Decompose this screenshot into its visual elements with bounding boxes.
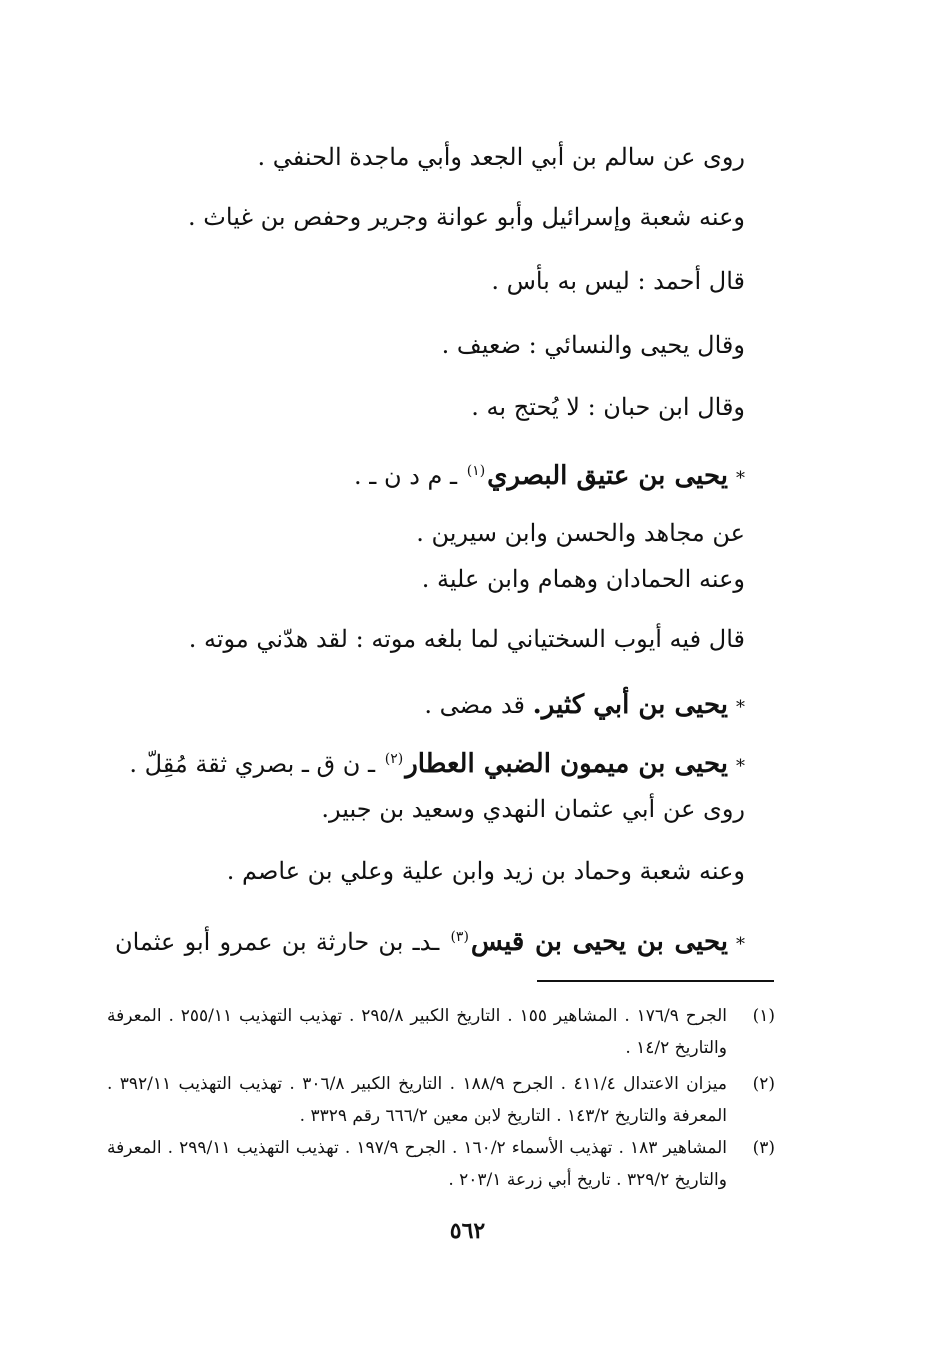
footnote-number: (٣) [752, 1138, 775, 1158]
entry-bullet: * [736, 756, 745, 777]
footnote-text: الجرح ١٧٦/٩ . المشاهير ١٥٥ . التاريخ الكبير ٢٩٥/٨ . تهذيب التهذيب ٢٥٥/١١ . المعرفة والتاريخ ١٤/٢ . [107, 1006, 728, 1058]
body-line-3: قال أحمد : ليس به بأس . [491, 267, 745, 295]
body-line-1: روى عن سالم بن أبي الجعد وأبي ماجدة الحنفي . [257, 143, 745, 171]
entry-rest: ـ م د ن ـ . [354, 462, 458, 490]
body-line-6: عن مجاهد والحسن وابن سيرين . [416, 519, 745, 547]
body-line-10: وعنه شعبة وحماد بن زيد وابن علية وعلي بن عاصم . [226, 857, 745, 885]
entry-name: يحيى بن عتيق البصري [487, 461, 728, 491]
body-line-9: روى عن أبي عثمان النهدي وسعيد بن جبير. [321, 795, 745, 823]
body-line-5: وقال ابن حبان : لا يُحتج به . [471, 393, 745, 421]
entry-rest: ـ ن ق ـ بصري ثقة مُقِلّ . [129, 750, 376, 778]
footnote-text: المشاهير ١٨٣ . تهذيب الأسماء ١٦٠/٢ . الجرح ١٩٧/٩ . تهذيب التهذيب ٢٩٩/١١ . المعرفة والتاريخ ٣٢٩/٢ . تاريخ أبي زرعة ٢٠٣/١ . [107, 1138, 727, 1190]
footnote-1 [107, 1000, 775, 1064]
body-line-2: وعنه شعبة وإسرائيل وأبو عوانة وجرير وحفص بن غياث . [188, 203, 745, 231]
footnote-ref: (١) [466, 463, 486, 479]
entry-yahya-ibn-yahya [115, 920, 745, 962]
body-line-4: وقال يحيى والنسائي : ضعيف . [441, 331, 745, 359]
entry-name: يحيى بن ميمون الضبي العطار [405, 749, 728, 779]
entry-bullet: * [736, 934, 745, 955]
entry-yahya-ibn-maymun [129, 742, 745, 784]
footnote-3 [107, 1132, 775, 1196]
body-line-7: وعنه الحمادان وهمام وابن علية . [421, 565, 745, 593]
entry-rest: ـدـ بن حارثة بن عمرو أبو عثمان [115, 928, 440, 956]
entry-name: يحيى بن يحيى بن قيس [470, 927, 728, 957]
footnote-separator [537, 980, 774, 982]
footnote-ref: (٢) [384, 751, 404, 767]
page-number: ٥٦٢ [449, 1218, 486, 1244]
footnote-2 [107, 1068, 775, 1132]
entry-bullet: * [736, 468, 745, 489]
entry-bullet: * [736, 697, 745, 718]
footnote-text: ميزان الاعتدال ٤١١/٤ . الجرح ١٨٨/٩ . التاريخ الكبير ٣٠٦/٨ . تهذيب التهذيب ٣٩٢/١١ . المعرفة والتاريخ ١٤٣/٢ . التاريخ لابن معين ٦٦٦/٢ رقم ٣٣٢٩ . [107, 1074, 727, 1126]
body-line-8: قال فيه أيوب السختياني لما بلغه موته : لقد هدّني موته . [188, 625, 745, 653]
footnote-number: (٢) [752, 1074, 775, 1094]
footnote-ref: (٣) [450, 929, 469, 945]
entry-yahya-ibn-atiq [354, 454, 745, 496]
entry-rest: قد مضى . [424, 691, 526, 719]
entry-yahya-ibn-abi-kathir [424, 688, 745, 725]
entry-name: يحيى بن أبي كثير. [532, 690, 728, 720]
footnote-number: (١) [752, 1006, 775, 1026]
